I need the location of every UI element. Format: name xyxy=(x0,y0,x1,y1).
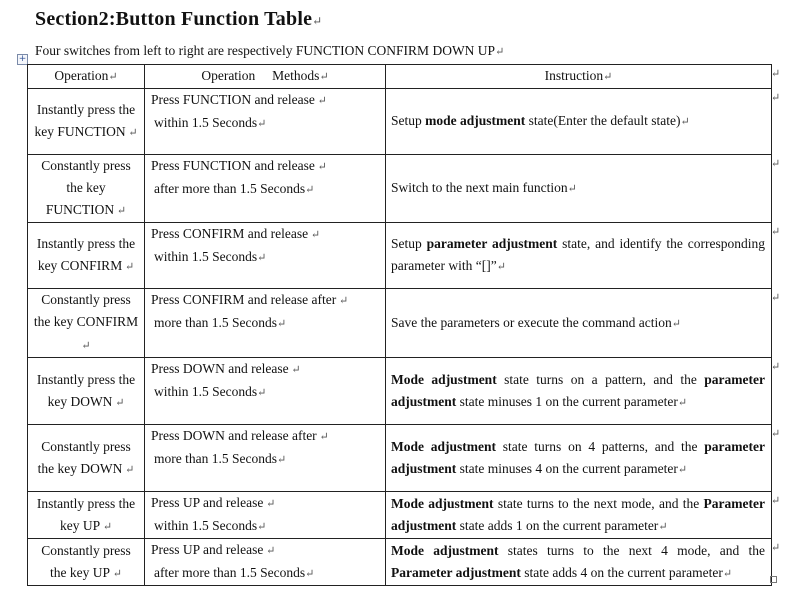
header-instruction: Instruction↵ xyxy=(386,65,772,89)
method-cell: Press CONFIRM and release after ↵ more than 1.5 Seconds↵ xyxy=(145,289,386,358)
table-row xyxy=(28,358,772,425)
table-row xyxy=(28,155,772,223)
intro-text: Four switches from left to right are respectively FUNCTION CONFIRM DOWN UP xyxy=(35,43,496,58)
operation-cell: Instantly press the key UP ↵ xyxy=(28,492,145,539)
operation-cell: Constantly press the key CONFIRM ↵ xyxy=(28,289,145,358)
row-end-mark: ↵ xyxy=(771,292,781,304)
end-of-cell-marker xyxy=(770,576,777,583)
method-cell: Press FUNCTION and release ↵ after more than 1.5 Seconds↵ xyxy=(145,155,386,223)
row-end-mark: ↵ xyxy=(771,361,781,373)
paragraph-mark: ↵ xyxy=(495,46,505,58)
table-row xyxy=(28,425,772,492)
section-title xyxy=(35,8,322,31)
table-row xyxy=(28,539,772,586)
method-cell: Press CONFIRM and release ↵ within 1.5 Seconds↵ xyxy=(145,223,386,289)
row-end-mark: ↵ xyxy=(771,68,781,80)
operation-cell: Constantly press the key DOWN ↵ xyxy=(28,425,145,492)
section-title-text: Section2:Button Function Table xyxy=(35,8,313,30)
row-end-mark: ↵ xyxy=(771,92,781,104)
instruction-cell: Mode adjustment states turns to the next 4 mode, and the Parameter adjustment state adds 4 on the current parameter↵ xyxy=(386,539,772,586)
table-row xyxy=(28,89,772,155)
header-methods: Operation Methods↵ xyxy=(145,65,386,89)
operation-cell: Instantly press the key FUNCTION ↵ xyxy=(28,89,145,155)
operation-cell: Instantly press the key CONFIRM ↵ xyxy=(28,223,145,289)
table-row xyxy=(28,289,772,358)
instruction-cell: Setup mode adjustment state(Enter the default state)↵ xyxy=(386,89,772,155)
instruction-cell: Mode adjustment state turns to the next mode, and the Parameter adjustment state adds 1 on the current parameter↵ xyxy=(386,492,772,539)
instruction-cell: Mode adjustment state turns on 4 patterns, and the parameter adjustment state minuses 4 on the current parameter↵ xyxy=(386,425,772,492)
operation-cell: Constantly press the key FUNCTION ↵ xyxy=(28,155,145,223)
operation-cell: Constantly press the key UP ↵ xyxy=(28,539,145,586)
row-end-mark: ↵ xyxy=(771,542,781,554)
row-end-mark: ↵ xyxy=(771,226,781,238)
method-cell: Press FUNCTION and release ↵ within 1.5 Seconds↵ xyxy=(145,89,386,155)
method-cell: Press DOWN and release after ↵ more than 1.5 Seconds↵ xyxy=(145,425,386,492)
intro-paragraph xyxy=(35,43,504,59)
operation-cell: Instantly press the key DOWN ↵ xyxy=(28,358,145,425)
table-row xyxy=(28,223,772,289)
method-cell: Press UP and release ↵ within 1.5 Seconds↵ xyxy=(145,492,386,539)
instruction-cell: Mode adjustment state turns on a pattern, and the parameter adjustment state minuses 1 on the current parameter↵ xyxy=(386,358,772,425)
row-end-mark: ↵ xyxy=(771,158,781,170)
method-cell: Press DOWN and release ↵ within 1.5 Seconds↵ xyxy=(145,358,386,425)
table-header-row xyxy=(28,65,772,89)
method-cell: Press UP and release ↵ after more than 1.5 Seconds↵ xyxy=(145,539,386,586)
button-function-table xyxy=(27,64,772,586)
paragraph-mark: ↵ xyxy=(312,14,323,28)
instruction-cell: Switch to the next main function↵ xyxy=(386,155,772,223)
row-end-mark: ↵ xyxy=(771,495,781,507)
row-end-mark: ↵ xyxy=(771,428,781,440)
table-move-handle-icon[interactable]: + xyxy=(18,54,27,64)
header-operation: Operation↵ xyxy=(28,65,145,89)
instruction-cell: Save the parameters or execute the command action↵ xyxy=(386,289,772,358)
table-row xyxy=(28,492,772,539)
instruction-cell: Setup parameter adjustment state, and identify the corresponding parameter with “[]”↵ xyxy=(386,223,772,289)
